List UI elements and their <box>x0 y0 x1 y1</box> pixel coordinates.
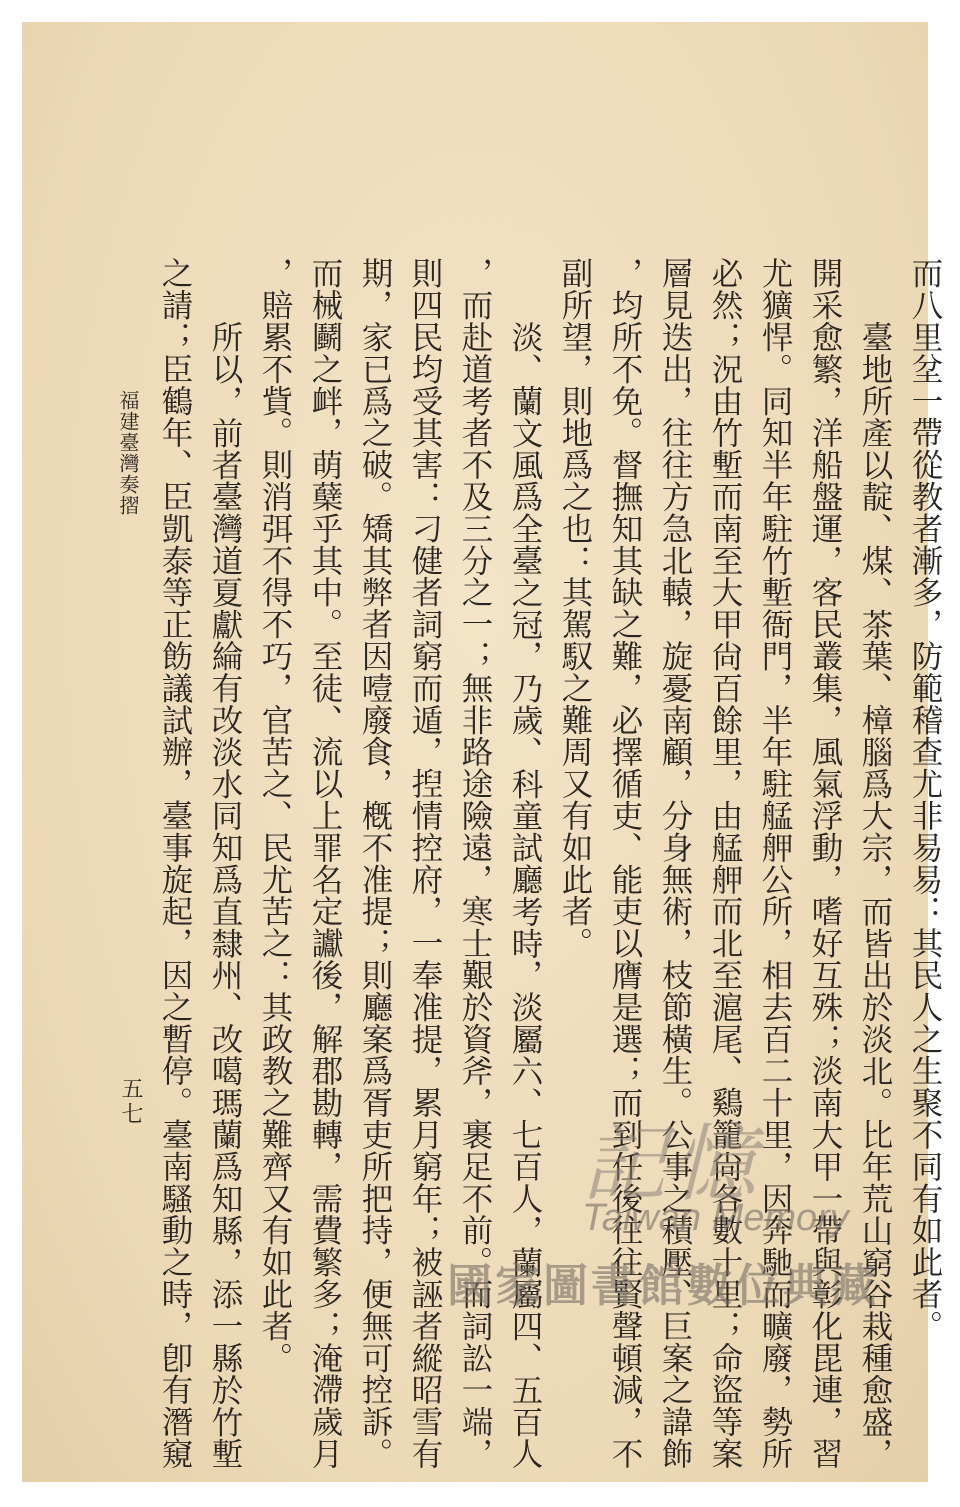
text-column-8: 副所望，則地爲之也：其駕馭之難周又有如此者。 <box>557 257 593 959</box>
text-column-15: 所以，前者臺灣道夏獻綸有改淡水同知爲直隸州、改噶瑪蘭爲知縣，添一縣於竹塹 <box>207 321 243 1470</box>
text-column-14: ，賠累不貲。則消弭不得不巧，官苦之、民尤苦之：其政教之難齊又有如此者。 <box>257 257 293 1374</box>
text-column-9: 淡、蘭文風爲全臺之冠，乃歲、科童試廳考時，淡屬六、七百人，蘭屬四、五百人 <box>507 321 543 1470</box>
text-column-10: ，而赴道考者不及三分之一；無非路途險遠，寒士艱於資斧，裹足不前。而詞訟一端， <box>457 257 493 1470</box>
text-column-11: 則四民均受其害：刁健者詞窮而遁，揑情控府，一奉准提，累月窮年；被誣者縱昭雪有 <box>407 257 443 1470</box>
text-column-4: 尤獷悍。同知半年駐竹塹衙門，半年駐艋舺公所，相去百二十里，因奔馳而曠廢，勢所 <box>757 257 793 1470</box>
text-column-1: 而八里坌一帶從教者漸多，防範稽查尤非易易：其民人之生聚不同有如此者。 <box>907 257 943 1342</box>
text-column-7: ，均所不免。督撫知其缺之難，必擇循吏、能吏以膺是選；而到任後往往賢聲頓減，不 <box>607 257 643 1470</box>
text-column-16: 之請；臣鶴年、臣凱泰等正飭議試辦，臺事旋起，因之暫停。臺南騷動之時，卽有潛窺 <box>157 257 193 1470</box>
page-number: 五七 <box>118 1077 143 1127</box>
text-column-6: 層見迭出，往往方急北轅，旋憂南顧，分身無術，枝節橫生。公事之積壓、巨案之諱飾 <box>657 257 693 1470</box>
watermark-brand: Taiwan Memory <box>582 1197 849 1239</box>
text-column-5: 必然；況由竹塹而南至大甲尙百餘里，由艋舺而北至滬尾、鷄籠尙各數十里；命盜等案 <box>707 257 743 1470</box>
watermark-script: 記憶 <box>582 1115 763 1213</box>
watermark-caption: 國家圖書館數位典藏 <box>447 1259 880 1312</box>
text-column-3: 開采愈繁，洋船盤運，客民叢集，風氣浮動，嗜好互殊；淡南大甲一帶與彰化毘連，習 <box>807 257 843 1470</box>
library-watermark <box>442 1097 922 1402</box>
scanned-page <box>22 22 943 1482</box>
book-title: 福建臺灣奏摺 <box>116 390 140 516</box>
text-column-12: 期，家已爲之破。矯其弊者因噎廢食，槪不准提；則廳案爲胥吏所把持，便無可控訴。 <box>357 257 393 1470</box>
text-column-13: 而械鬬之衅，萌蘖乎其中。至徒、流以上罪名定讞後，解郡勘轉，需費繁多；淹滯歲月 <box>307 257 343 1470</box>
text-column-2: 臺地所產以靛、煤、茶葉、樟腦爲大宗，而皆出於淡北。比年荒山窮谷栽種愈盛， <box>857 321 893 1470</box>
